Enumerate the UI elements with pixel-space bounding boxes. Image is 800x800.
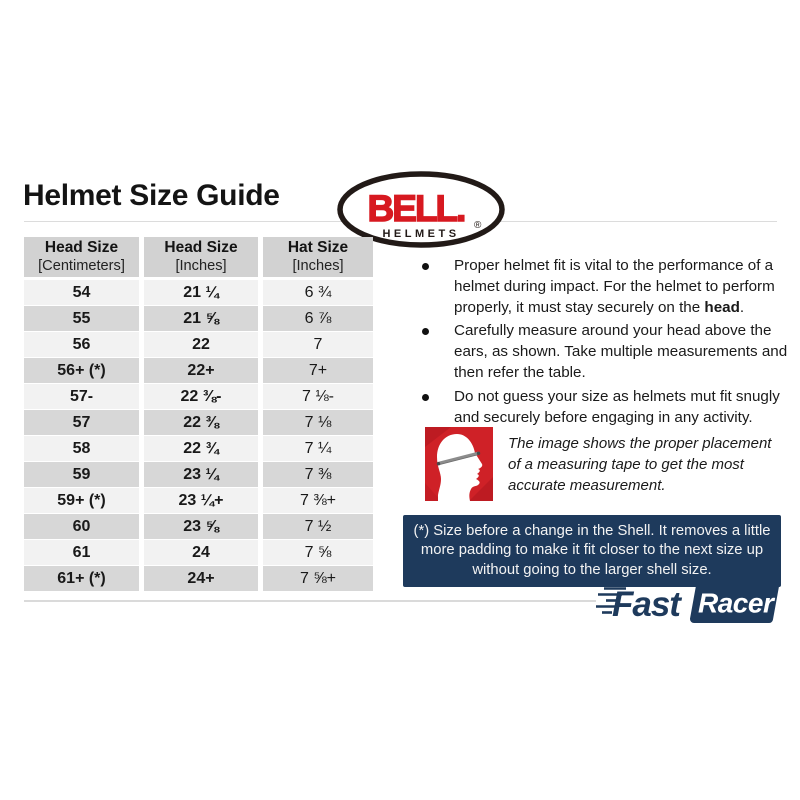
tape-end	[477, 452, 480, 455]
table-row	[24, 488, 373, 513]
table-cell: 7 ⅛-	[263, 384, 373, 409]
fastracer-logo	[596, 579, 782, 626]
fit-tips-list	[406, 256, 788, 431]
table-cell: 61	[24, 540, 139, 565]
header-title: Head Size	[44, 239, 119, 256]
fit-tip-text: Carefully measure around your head above the ears, as shown. Take multiple measurements and then refer the table.	[454, 322, 788, 381]
bullet-icon	[422, 394, 429, 401]
table-cell: 21 ⅝	[144, 306, 258, 331]
table-cell: 7	[263, 332, 373, 357]
table-row	[24, 410, 373, 435]
table-row	[24, 332, 373, 357]
bell-wordmark: BELL.	[367, 188, 465, 229]
table-cell: 22+	[144, 358, 258, 383]
table-cell: 7 ⅝+	[263, 566, 373, 591]
table-row	[24, 462, 373, 487]
table-cell: 22 ⅜-	[144, 384, 258, 409]
table-cell: 7 ⅜+	[263, 488, 373, 513]
table-cell: 59+ (*)	[24, 488, 139, 513]
table-cell: 21 ¼	[144, 280, 258, 305]
size-table	[24, 237, 373, 591]
table-cell: 22	[144, 332, 258, 357]
table-row	[24, 566, 373, 591]
fit-tip-text: Proper helmet fit is vital to the performance of a helmet during impact. For the helmet to perform properly, it must stay securely on the	[454, 257, 775, 316]
head-measurement-icon	[425, 427, 493, 501]
header-title: Hat Size	[287, 239, 349, 256]
fit-tip-item	[406, 387, 792, 429]
table-cell: 22 ⅜	[144, 410, 258, 435]
measurement-caption: The image shows the proper placement of a measuring tape to get the most accurate measurement.	[508, 435, 772, 494]
page-title: Helmet Size Guide	[23, 179, 280, 212]
fastracer-fast-text: Fast	[612, 585, 680, 624]
table-row	[24, 306, 373, 331]
fit-tip-text: Do not guess your size as helmets mut fit snugly and securely before engaging in any activity.	[454, 387, 780, 426]
table-cell: 6 ¾	[263, 280, 373, 305]
table-cell: 54	[24, 280, 139, 305]
table-row	[24, 436, 373, 461]
size-table-body	[24, 280, 373, 591]
table-cell: 23 ¼	[144, 462, 258, 487]
table-cell: 61+ (*)	[24, 566, 139, 591]
table-row	[24, 540, 373, 565]
header-unit: [Centimeters]	[38, 258, 125, 274]
table-cell: 58	[24, 436, 139, 461]
table-cell: 56+ (*)	[24, 358, 139, 383]
fastracer-racer-text: Racer	[698, 587, 774, 619]
table-cell: 59	[24, 462, 139, 487]
table-cell: 24+	[144, 566, 258, 591]
fit-tip-bold: head	[704, 298, 740, 316]
header-cell-hat-size-in	[263, 237, 373, 277]
table-cell: 7 ⅜	[263, 462, 373, 487]
registered-trademark-icon: ®	[474, 220, 482, 231]
table-cell: 6 ⅞	[263, 306, 373, 331]
table-cell: 57-	[24, 384, 139, 409]
table-cell: 7 ⅛	[263, 410, 373, 435]
bell-helmets-subtext: HELMETS	[382, 228, 460, 240]
header-title: Head Size	[164, 239, 238, 256]
shell-note-text: (*) Size before a change in the Shell. It removes a little more padding to make it fit closer to the next size up without going to the larger shell size.	[413, 523, 771, 578]
size-table-header	[24, 237, 373, 277]
shell-note-box	[403, 515, 781, 587]
fit-tip-text: .	[739, 298, 745, 316]
table-cell: 7 ½	[263, 514, 373, 539]
table-cell: 60	[24, 514, 139, 539]
table-cell: 7 ¼	[263, 436, 373, 461]
table-cell: 7 ⅝	[263, 540, 373, 565]
header-unit: [Inches]	[175, 258, 227, 274]
table-row	[24, 358, 373, 383]
table-cell: 7+	[263, 358, 373, 383]
header-cell-head-size-cm	[24, 237, 139, 277]
fit-tip-item	[406, 256, 792, 318]
table-row	[24, 514, 373, 539]
header-unit: [Inches]	[292, 258, 344, 274]
table-cell: 23 ⅝	[144, 514, 258, 539]
table-cell: 22 ¾	[144, 436, 258, 461]
bullet-icon	[422, 263, 429, 270]
table-cell: 24	[144, 540, 258, 565]
bullet-icon	[422, 328, 429, 335]
header-cell-head-size-in	[144, 237, 258, 277]
table-cell: 57	[24, 410, 139, 435]
footer-divider	[24, 600, 596, 602]
tape-end	[437, 462, 440, 465]
table-row	[24, 384, 373, 409]
table-row	[24, 280, 373, 305]
table-cell: 55	[24, 306, 139, 331]
fit-tip-item	[406, 321, 792, 383]
table-cell: 56	[24, 332, 139, 357]
table-cell: 23 ¼+	[144, 488, 258, 513]
